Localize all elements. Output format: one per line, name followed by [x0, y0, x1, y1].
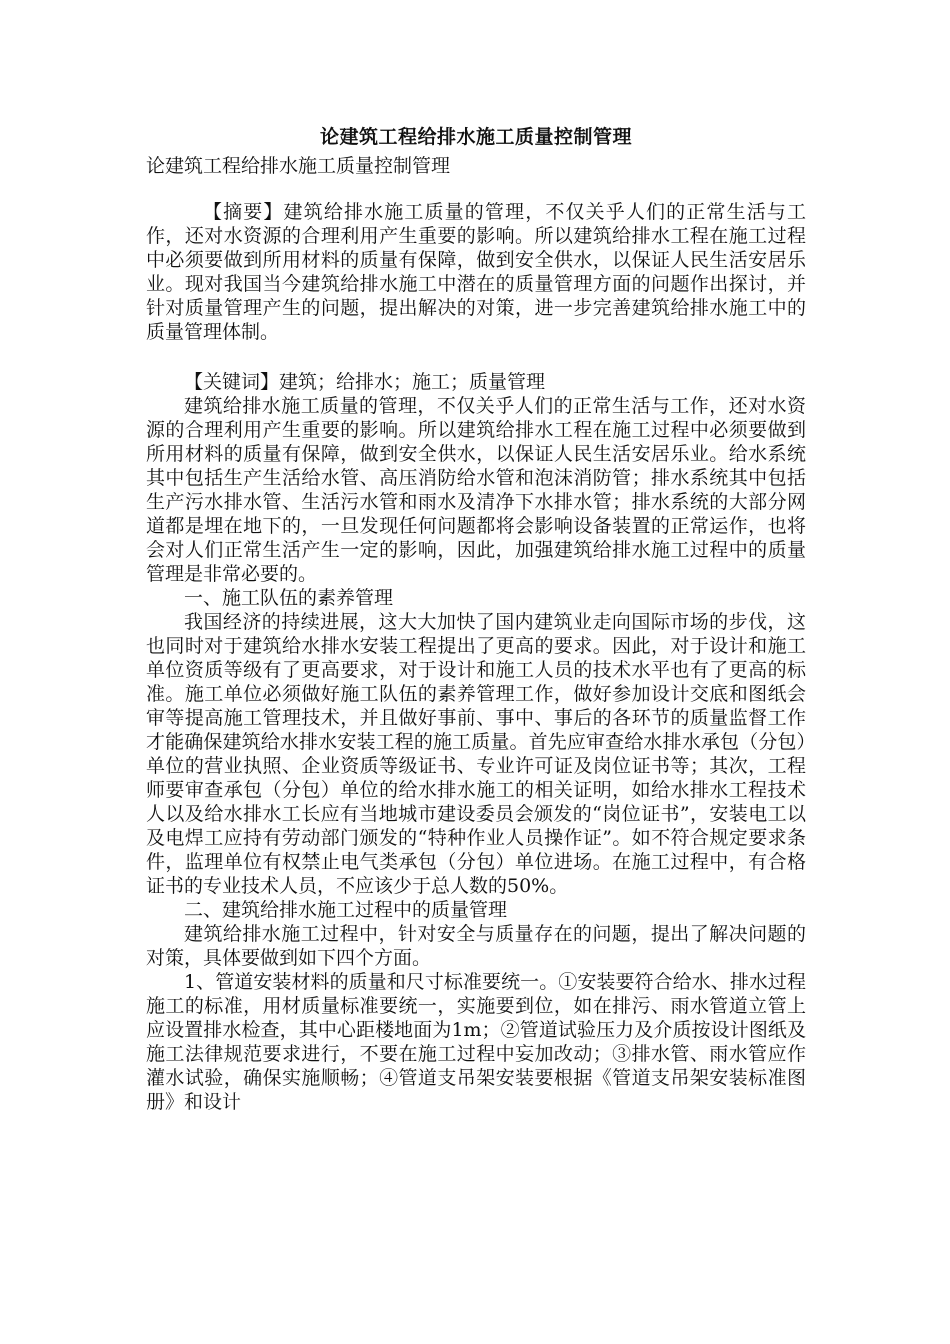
document-subtitle: 论建筑工程给排水施工质量控制管理: [146, 155, 451, 177]
document-title: 论建筑工程给排水施工质量控制管理: [319, 126, 632, 148]
intro-paragraph: 建筑给排水施工质量的管理，不仅关乎人们的正常生活与工作，还对水资源的合理利用产生重要的影响。所以建筑给排水工程在施工过程中必须要做到所用材料的质量有保障，做到安全供水，以保证人民生活安居乐业。给水系统其中包括生产生活给水管、高压消防给水管和泡沫消防管；排水系统其中包括生产污水排水管、生活污水管和雨水及清净下水排水管；排水系统的大部分网道都是埋在地下的，一旦发现任何问题都将会影响设备装置的正常运作，也将会对人们正常生活产生一定的影响，因此，加强建筑给排水施工过程中的质量管理是非常必要的。: [146, 395, 806, 585]
keywords-paragraph: 【关键词】建筑；给排水；施工；质量管理: [184, 371, 546, 393]
abstract-paragraph: 【摘要】建筑给排水施工质量的管理，不仅关乎人们的正常生活与工作，还对水资源的合理利用产生重要的影响。所以建筑给排水工程在施工过程中必须要做到所用材料的质量有保障，做到安全供水，以保证人民生活安居乐业。现对我国当今建筑给排水施工中潜在的质量管理方面的问题作出探讨，并针对质量管理产生的问题，提出解决的对策，进一步完善建筑给排水施工中的质量管理体制。: [146, 201, 806, 343]
section-2-paragraph: 建筑给排水施工过程中，针对安全与质量存在的问题，提出了解决问题的对策，具体要做到如下四个方面。: [146, 923, 806, 969]
document-body: [146, 122, 806, 1114]
section-1-heading: 一、施工队伍的素养管理: [184, 587, 394, 609]
section-2-item-1: 1、管道安装材料的质量和尺寸标准要统一。①安装要符合给水、排水过程施工的标准，用材质量标准要统一，实施要到位，如在排污、雨水管道立管上应设置排水检查，其中心距楼地面为1m；②管道试验压力及介质按设计图纸及施工法律规范要求进行，不要在施工过程中妄加改动；③排水管、雨水管应作灌水试验，确保实施顺畅；④管道支吊架安装要根据《管道支吊架安装标准图册》和设计: [146, 971, 806, 1113]
section-1-paragraph: 我国经济的持续进展，这大大加快了国内建筑业走向国际市场的步伐，这也同时对于建筑给水排水安装工程提出了更高的要求。因此，对于设计和施工单位资质等级有了更高要求，对于设计和施工人员的技术水平也有了更高的标准。施工单位必须做好施工队伍的素养管理工作，做好参加设计交底和图纸会审等提高施工管理技术，并且做好事前、事中、事后的各环节的质量监督工作才能确保建筑给水排水安装工程的施工质量。首先应审查给水排水承包（分包）单位的营业执照、企业资质等级证书、专业许可证及岗位证书等；其次，工程师要审查承包（分包）单位的给水排水施工的相关证明，如给水排水工程技术人以及给水排水工长应有当地城市建设委员会颁发的“岗位证书”，安装电工以及电焊工应持有劳动部门颁发的“特种作业人员操作证”。如不符合规定要求条件，监理单位有权禁止电气类承包（分包）单位进场。在施工过程中，有合格证书的专业技术人员，不应该少于总人数的50%。: [146, 611, 806, 897]
section-2-heading: 二、建筑给排水施工过程中的质量管理: [184, 899, 508, 921]
